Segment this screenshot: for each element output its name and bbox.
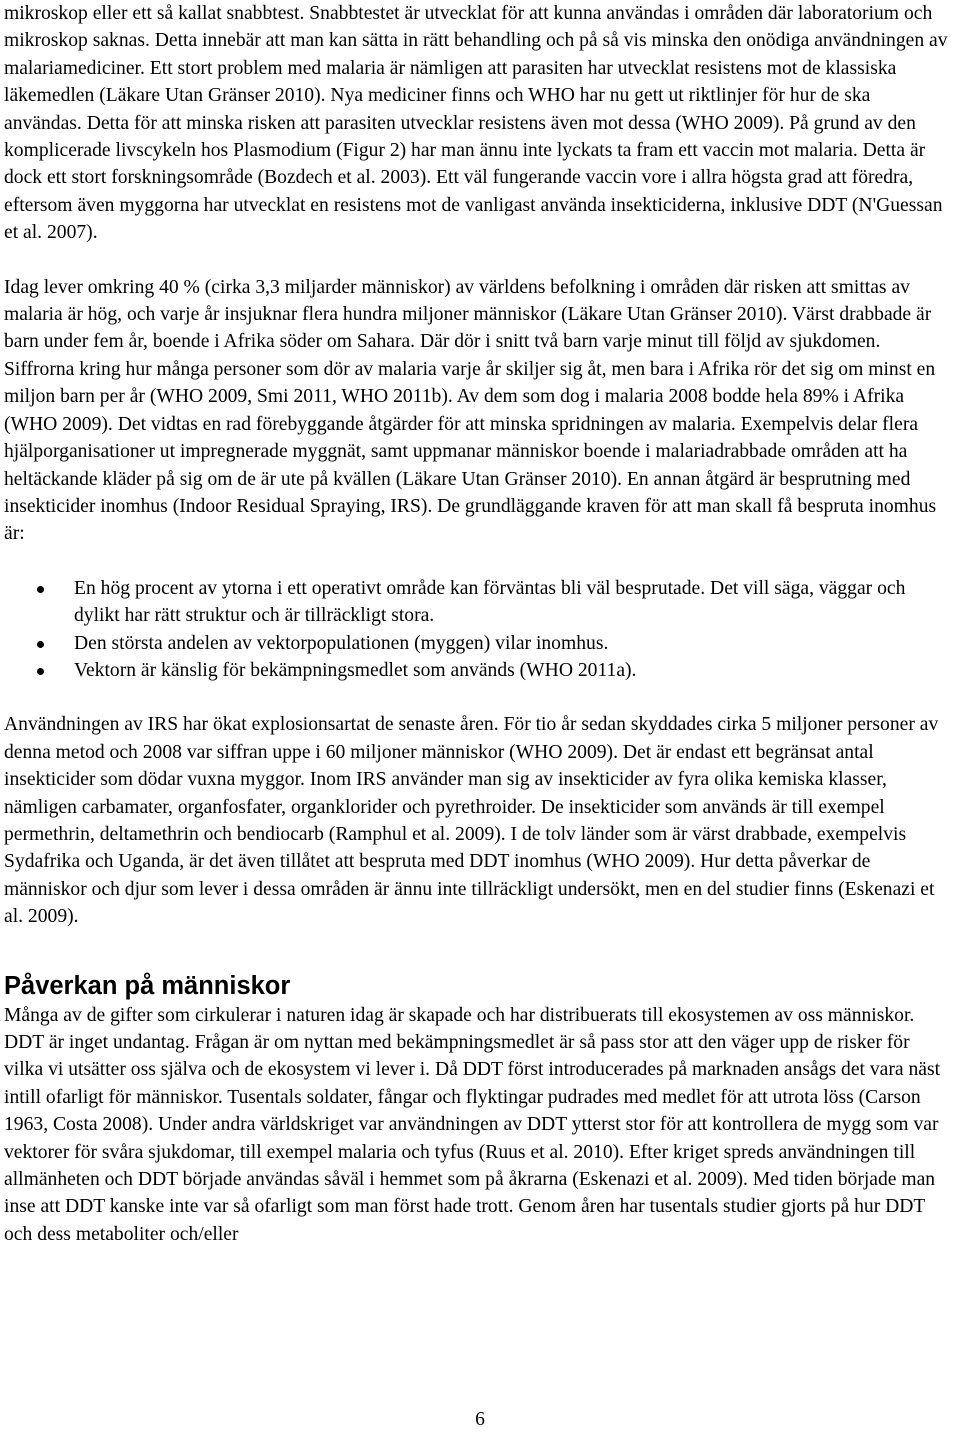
paragraph-spacer [4, 548, 952, 575]
paragraph-spacer [4, 684, 952, 711]
list-item: Den största andelen av vektorpopulationen (myggen) vilar inomhus. [4, 630, 952, 657]
paragraph-spacer [4, 247, 952, 274]
irs-requirements-list [4, 575, 952, 685]
section-heading: Påverkan på människor [4, 971, 291, 1000]
document-page [4, 0, 952, 1248]
list-item: Vektorn är känslig för bekämpningsmedlet som används (WHO 2011a). [4, 657, 952, 684]
body-paragraph-malaria-statistics: Idag lever omkring 40 % (cirka 3,3 miljarder människor) av världens befolkning i områden där risken att smittas av malaria är hög, och varje år insjuknar flera hundra miljoner människor (Läkare Utan Gränser 2010). Värst drabbade är barn under fem år, boende i Afrika söder om Sahara. Där dör i snitt två barn varje minut till följd av sjukdomen. Siffrorna kring hur många personer som dör av malaria varje år skiljer sig åt, men bara i Afrika rör det sig om minst en miljon barn per år (WHO 2009, Smi 2011, WHO 2011b). Av dem som dog i malaria 2008 bodde hela 89% i Afrika (WHO 2009). Det vidtas en rad förebyggande åtgärder för att minska spridningen av malaria. Exempelvis delar flera hjälporganisationer ut impregnerade myggnät, samt uppmanar människor boende i malariadrabbade områden att ha heltäckande kläder på sig om de är ute på kvällen (Läkare Utan Gränser 2010). En annan åtgärd är besprutning med insekticider inomhus (Indoor Residual Spraying, IRS). De grundläggande kraven för att man skall få bespruta inomhus är: [4, 276, 937, 545]
list-item: En hög procent av ytorna i ett operativt område kan förväntas bli väl besprutade. Det vill säga, väggar och dylikt har rätt struktur och är tillräckligt stora. [4, 575, 952, 630]
page-number: 6 [475, 1409, 485, 1430]
body-paragraph-effects-on-humans: Många av de gifter som cirkulerar i naturen idag är skapade och har distribuerats till ekosystemen av oss människor. DDT är inget undantag. Frågan är om nyttan med bekämpningsmedlet är så pass stor att den väger upp de risker för vilka vi utsätter oss själva och de ekosystem vi lever i. Då DDT först introducerades på marknaden ansågs det vara näst intill ofarligt för människor. Tusentals soldater, fångar och flyktingar pudrades med medlet för att utrota löss (Carson 1963, Costa 2008). Under andra världskriget var användningen av DDT ytterst stor för att kontrollera de mygg som var vektorer för svåra sjukdomar, till exempel malaria och tyfus (Ruus et al. 2010). Efter kriget spreds användningen till allmänheten och DDT började användas såväl i hemmet som på åkrarna (Eskenazi et al. 2009). Med tiden började man inse att DDT kanske inte var så ofarligt som man först hade trott. Genom åren har tusentals studier gjorts på hur DDT och dess metaboliter och/eller [4, 1004, 941, 1245]
body-paragraph-malaria-treatment: mikroskop eller ett så kallat snabbtest. Snabbtestet är utvecklat för att kunna användas i områden där laboratorium och mikroskop saknas. Detta innebär att man kan sätta in rätt behandling och på så vis minska den onödiga användningen av malariamediciner. Ett stort problem med malaria är nämligen att parasiten har utvecklat resistens mot de klassiska läkemedlen (Läkare Utan Gränser 2010). Nya mediciner finns och WHO har nu gett ut riktlinjer för hur de ska användas. Detta för att minska risken att parasiten utvecklar resistens även mot dessa (WHO 2009). På grund av den komplicerade livscykeln hos Plasmodium (Figur 2) har man ännu inte lyckats ta fram ett vaccin mot malaria. Detta är dock ett stort forskningsområde (Bozdech et al. 2003). Ett väl fungerande vaccin vore i allra högsta grad att föredra, eftersom även myggorna har utvecklat en resistens mot de vanligast använda insekticiderna, inklusive DDT (N'Guessan et al. 2007). [4, 3, 948, 244]
body-paragraph-irs-usage: Användningen av IRS har ökat explosionsartat de senaste åren. För tio år sedan skyddades cirka 5 miljoner personer av denna metod och 2008 var siffran uppe i 60 miljoner människor (WHO 2009). Det är endast ett begränsat antal insekticider som dödar vuxna myggor. Inom IRS använder man sig av insekticider av fyra olika kemiska klasser, nämligen carbamater, organfosfater, organklorider och pyrethroider. De insekticider som används är till exempel permethrin, deltamethrin och bendiocarb (Ramphul et al. 2009). I de tolv länder som är värst drabbade, exempelvis Sydafrika och Uganda, är det även tillåtet att bespruta med DDT inomhus (WHO 2009). Hur detta påverkar de människor och djur som lever i dessa områden är ännu inte tillräckligt undersökt, men en del studier finns (Eskenazi et al. 2009). [4, 714, 939, 928]
